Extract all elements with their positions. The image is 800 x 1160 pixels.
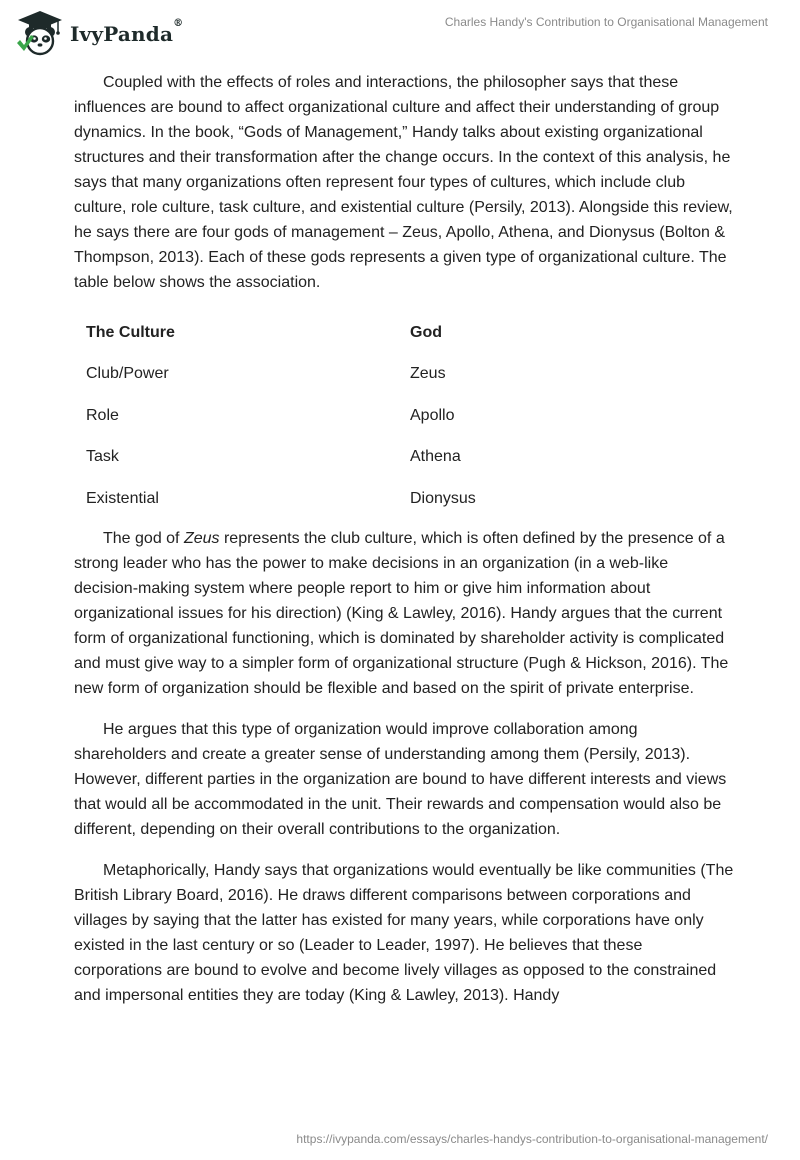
table-row [74, 395, 734, 437]
document-title: Charles Handy's Contribution to Organisational Management [444, 15, 768, 29]
paragraph-2-start: The god of [103, 529, 184, 547]
panda-graduate-icon [14, 10, 66, 56]
table-cell-god: Zeus [410, 365, 446, 383]
paragraph-1: Coupled with the effects of roles and interactions, the philosopher says that these influences are bound to affect organizational culture and affect their understanding of group dynamics. In the book, “Gods of Management,” Handy talks about existing organizational structures and their transformation after the change occurs. In the context of this analysis, he says that many organizations often represent four types of cultures, which include club culture, role culture, task culture, and existential culture (Persily, 2013). Alongside this review, he says there are four gods of management – Zeus, Apollo, Athena, and Dionysus (Bolton & Thompson, 2013). Each of these gods represents a given type of organizational culture. The table below shows the association. [74, 74, 733, 291]
table-header-culture: The Culture [86, 323, 175, 341]
essay-content [74, 70, 734, 1008]
table-row [74, 437, 734, 479]
logo-text: IvyPanda® [70, 18, 184, 46]
table-cell-culture: Task [86, 448, 119, 466]
table-header-god: God [410, 323, 442, 341]
paragraph-3: He argues that this type of organization would improve collaboration among shareholders and create a greater sense of understanding among them (Persily, 2013). However, different parties in the organization are bound to have different interests and views that would all be accommodated in the unit. Their rewards and compensation would also be different, depending on their overall contributions to the organization. [74, 720, 727, 838]
table-cell-culture: Club/Power [86, 365, 169, 383]
paragraph-4: Metaphorically, Handy says that organizations would eventually be like communities (The British Library Board, 2016). He draws different comparisons between corporations and villages by saying that the latter has existed for many years, while corporations have only existed in the last century or so (Leader to Leader, 1997). He believes that these corporations are bound to evolve and become lively villages as opposed to the constrained and impersonal entities they are today (King & Lawley, 2013). Handy [74, 861, 734, 1004]
footer-url-link[interactable]: https://ivypanda.com/essays/charles-handys-contribution-to-organisational-management/ [296, 1132, 768, 1146]
table-cell-god: Athena [410, 448, 461, 466]
table-cell-god: Dionysus [410, 489, 476, 507]
page-header [0, 0, 800, 60]
paragraph-2-rest: represents the club culture, which is often defined by the presence of a strong leader who has the power to make decisions in an organization (in a web-like decision-making system where people report to him or give him information about organizational issues for his direction) (King & Lawley, 2016). Handy argues that the current form of organizational functioning, which is dominated by shareholder activity is complicated and must give way to a simpler form of organizational structure (Pugh & Hickson, 2016). The new form of organization should be flexible and based on the spirit of private enterprise. [74, 529, 729, 697]
paragraph-2 [74, 526, 734, 701]
table-header-row [74, 312, 734, 354]
paragraph-2-emphasis: Zeus [183, 529, 220, 547]
table-cell-god: Apollo [410, 406, 455, 424]
table-cell-culture: Existential [86, 489, 159, 507]
table-cell-culture: Role [86, 406, 119, 424]
table-row [74, 354, 734, 396]
ivypanda-logo[interactable] [14, 10, 183, 56]
table-row [74, 478, 734, 520]
culture-god-table [74, 312, 734, 520]
